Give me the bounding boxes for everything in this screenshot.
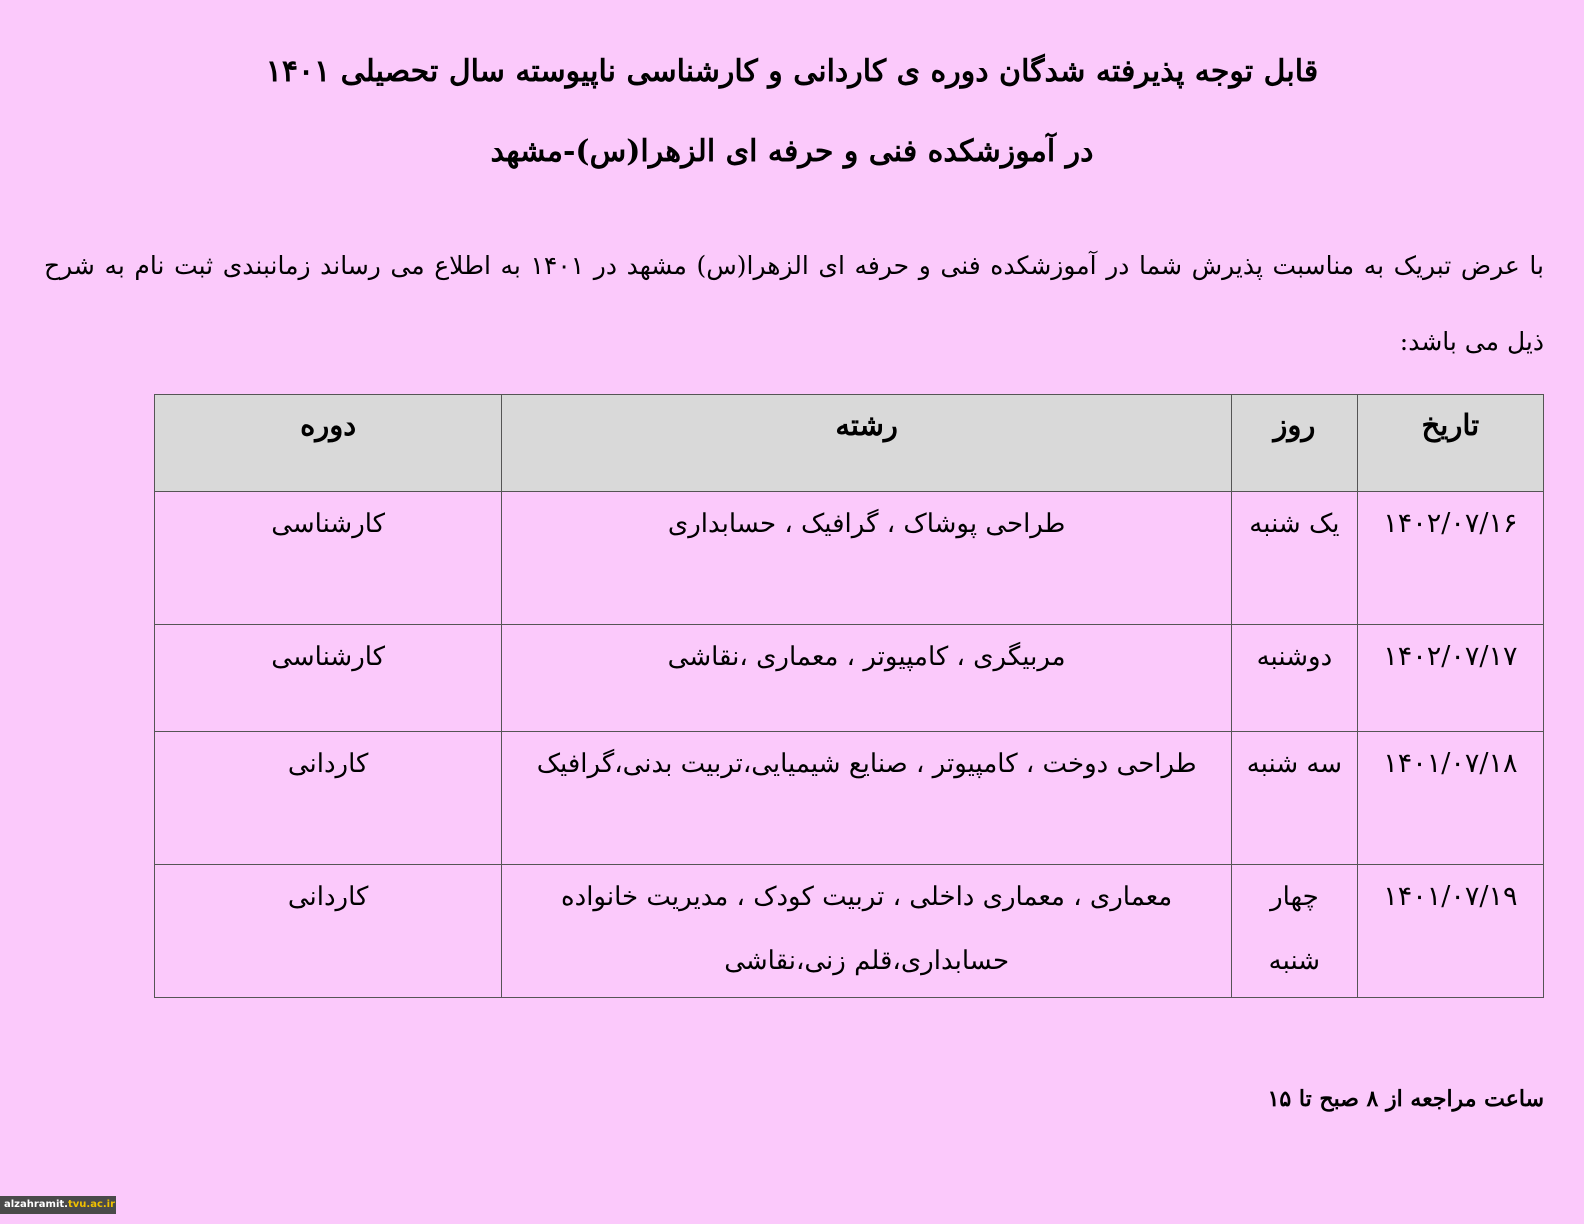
- row-major: طراحی دوخت ، کامپیوتر ، صنایع شیمیایی،تربیت بدنی،گرافیک: [502, 732, 1232, 865]
- row-level: کاردانی: [155, 732, 502, 865]
- row-level: کاردانی: [155, 865, 502, 998]
- row-major: مربیگری ، کامپیوتر ، معماری ،نقاشی: [502, 625, 1232, 732]
- registration-schedule-table: [154, 394, 1544, 998]
- row-date: ۱۴۰۱/۰۷/۱۹: [1357, 865, 1543, 998]
- row-major: معماری ، معماری داخلی ، تربیت کودک ، مدیریت خانواده حسابداری،قلم زنی،نقاشی: [502, 865, 1232, 998]
- row-date: ۱۴۰۲/۰۷/۱۶: [1357, 492, 1543, 625]
- row-major: طراحی پوشاک ، گرافیک ، حسابداری: [502, 492, 1232, 625]
- document-title: قابل توجه پذیرفته شدگان دوره ی کاردانی و کارشناسی ناپیوسته سال تحصیلی ۱۴۰۱: [265, 54, 1319, 89]
- table-row: [155, 625, 1544, 732]
- row-date: ۱۴۰۲/۰۷/۱۷: [1357, 625, 1543, 732]
- header-date: تاریخ: [1357, 395, 1543, 492]
- row-day: دوشنبه: [1231, 625, 1357, 732]
- visiting-hours-note: ساعت مراجعه از ۸ صبح تا ۱۵: [1267, 1086, 1544, 1112]
- table-row: [155, 492, 1544, 625]
- row-level: کارشناسی: [155, 625, 502, 732]
- header-major: رشته: [502, 395, 1232, 492]
- watermark-site-suffix: tvu.ac.ir: [67, 1199, 116, 1210]
- header-level: دوره: [155, 395, 502, 492]
- header-day: روز: [1231, 395, 1357, 492]
- document-subtitle: در آموزشکده فنی و حرفه ای الزهرا(س)-مشهد: [490, 134, 1094, 169]
- table-row: [155, 865, 1544, 998]
- row-day: چهار شنبه: [1231, 865, 1357, 998]
- row-day: سه شنبه: [1231, 732, 1357, 865]
- intro-paragraph: با عرض تبریک به مناسبت پذیرش شما در آموزشکده فنی و حرفه ای الزهرا(س) مشهد در ۱۴۰۱ به اطلاع می رساند زمانبندی ثبت نام به شرح ذیل می باشد:: [44, 251, 1545, 356]
- row-level: کارشناسی: [155, 492, 502, 625]
- site-watermark: [0, 1196, 116, 1214]
- row-day: یک شنبه: [1231, 492, 1357, 625]
- table-header-row: [155, 395, 1544, 492]
- watermark-site-prefix: alzahramit.: [4, 1199, 68, 1210]
- table-row: [155, 732, 1544, 865]
- row-date: ۱۴۰۱/۰۷/۱۸: [1357, 732, 1543, 865]
